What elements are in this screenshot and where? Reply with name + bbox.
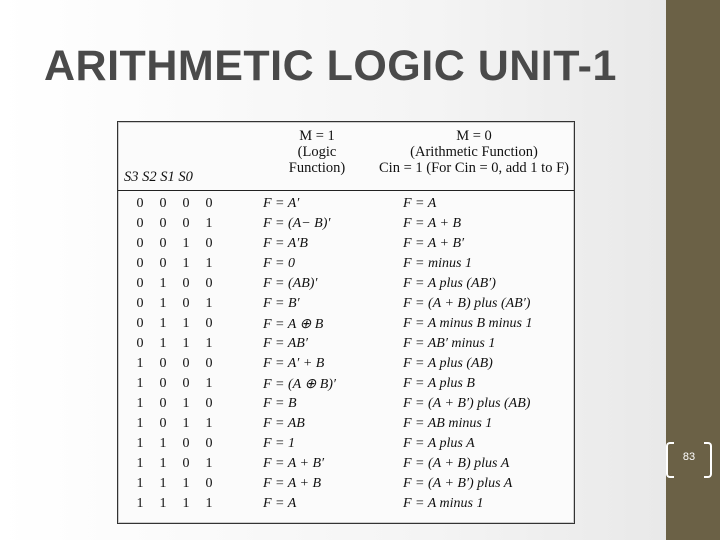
select-bit: 0 [205, 236, 213, 251]
select-bit: 1 [205, 216, 213, 231]
select-bit: 0 [159, 356, 167, 371]
logic-header [258, 128, 376, 176]
select-bit: 1 [205, 376, 213, 391]
arith-function-cell: F = minus 1 [403, 256, 472, 271]
arith-header-line-2: (Arithmetic Function) [410, 144, 538, 160]
select-bit: 1 [159, 316, 167, 331]
select-bit: 0 [136, 216, 144, 231]
select-bit: 0 [205, 476, 213, 491]
logic-function-cell: F = B′ [263, 296, 300, 311]
logic-function-cell: F = AB [263, 416, 305, 431]
select-bit: 1 [182, 396, 190, 411]
arith-function-cell: F = A plus B [403, 376, 475, 391]
arith-header [376, 128, 572, 176]
select-bit: 0 [159, 216, 167, 231]
select-bit: 0 [205, 196, 213, 211]
select-bit: 0 [159, 236, 167, 251]
select-bit: 0 [205, 356, 213, 371]
select-bit: 1 [182, 256, 190, 271]
select-header: S3 S2 S1 S0 [124, 169, 193, 185]
select-bit: 0 [136, 196, 144, 211]
table-row [118, 194, 574, 214]
select-bit: 1 [182, 496, 190, 511]
select-bit: 1 [136, 376, 144, 391]
logic-function-cell: F = A′ + B [263, 356, 325, 371]
select-bit: 0 [182, 216, 190, 231]
select-bit: 1 [182, 476, 190, 491]
select-bit: 0 [136, 336, 144, 351]
select-bit: 0 [182, 356, 190, 371]
logic-function-cell: F = (A ⊕ B)′ [263, 377, 336, 392]
logic-function-cell: F = 0 [263, 256, 295, 271]
logic-header-line-3: Function) [288, 160, 346, 176]
select-bit: 1 [182, 416, 190, 431]
select-bit: 1 [136, 456, 144, 471]
logic-function-cell: F = B [263, 396, 297, 411]
table-row [118, 354, 574, 374]
arith-function-cell: F = AB′ minus 1 [403, 336, 496, 351]
select-bit: 1 [136, 476, 144, 491]
table-row [118, 254, 574, 274]
select-bit: 0 [136, 296, 144, 311]
select-bit: 0 [159, 196, 167, 211]
select-bit: 0 [205, 436, 213, 451]
arith-function-cell: F = A plus A [403, 436, 475, 451]
logic-function-cell: F = 1 [263, 436, 295, 451]
table-row [118, 234, 574, 254]
logic-function-cell: F = AB′ [263, 336, 308, 351]
select-bit: 1 [205, 416, 213, 431]
logic-function-cell: F = A ⊕ B [263, 317, 324, 332]
select-bit: 0 [136, 236, 144, 251]
arith-function-cell: F = A minus B minus 1 [403, 316, 533, 331]
select-bit: 1 [136, 416, 144, 431]
page-number-badge [664, 442, 714, 476]
alu-function-table [117, 121, 575, 524]
arith-function-cell: F = (A + B′) plus A [403, 476, 513, 491]
slide-title: ARITHMETIC LOGIC UNIT-1 [44, 42, 617, 90]
select-bit: 1 [159, 296, 167, 311]
select-bit: 1 [205, 336, 213, 351]
select-bit: 1 [205, 456, 213, 471]
logic-function-cell: F = A + B′ [263, 456, 325, 471]
logic-function-cell: F = A′B [263, 236, 308, 251]
select-bit: 1 [159, 436, 167, 451]
logic-function-cell: F = (A− B)′ [263, 216, 331, 231]
select-bit: 1 [136, 356, 144, 371]
select-bit: 0 [182, 376, 190, 391]
table-row [118, 434, 574, 454]
arith-function-cell: F = A minus 1 [403, 496, 484, 511]
select-bit: 1 [182, 316, 190, 331]
arith-function-cell: F = A plus (AB′) [403, 276, 496, 291]
page-number: 83 [682, 451, 696, 463]
select-bit: 0 [205, 276, 213, 291]
select-bit: 1 [205, 296, 213, 311]
table-row [118, 494, 574, 514]
select-bit: 1 [136, 396, 144, 411]
select-bit: 0 [182, 196, 190, 211]
select-bit: 1 [182, 236, 190, 251]
arith-function-cell: F = A + B [403, 216, 462, 231]
select-bit: 1 [136, 436, 144, 451]
arith-function-cell: F = (A + B′) plus (AB) [403, 396, 531, 411]
arith-function-cell: F = (A + B) plus A [403, 456, 510, 471]
table-row [118, 374, 574, 394]
arith-function-cell: F = A + B′ [403, 236, 465, 251]
arith-function-cell: F = A [403, 196, 437, 211]
table-row [118, 214, 574, 234]
select-bit: 1 [159, 336, 167, 351]
table-row [118, 294, 574, 314]
arith-function-cell: F = A plus (AB) [403, 356, 493, 371]
table-row [118, 314, 574, 334]
arith-function-cell: F = (A + B) plus (AB′) [403, 296, 531, 311]
select-bit: 0 [182, 296, 190, 311]
arith-function-cell: F = AB minus 1 [403, 416, 493, 431]
table-row [118, 274, 574, 294]
logic-function-cell: F = A + B [263, 476, 322, 491]
table-row [118, 454, 574, 474]
arith-header-line-3: Cin = 1 (For Cin = 0, add 1 to F) [379, 160, 569, 176]
select-bit: 0 [159, 416, 167, 431]
select-bit: 1 [159, 276, 167, 291]
select-bit: 1 [205, 496, 213, 511]
logic-function-cell: F = (AB)′ [263, 276, 318, 291]
header-divider [118, 190, 574, 191]
table-row [118, 414, 574, 434]
select-bit: 0 [136, 316, 144, 331]
select-bit: 0 [136, 276, 144, 291]
arith-header-line-1: M = 0 [456, 128, 492, 144]
select-bit: 0 [182, 456, 190, 471]
select-bit: 0 [159, 396, 167, 411]
select-bit: 1 [182, 336, 190, 351]
select-bit: 1 [136, 496, 144, 511]
select-bit: 0 [182, 276, 190, 291]
logic-function-cell: F = A [263, 496, 297, 511]
select-bit: 1 [159, 476, 167, 491]
select-bit: 1 [159, 496, 167, 511]
select-bit: 1 [205, 256, 213, 271]
select-bit: 0 [182, 436, 190, 451]
select-bit: 1 [159, 456, 167, 471]
table-row [118, 474, 574, 494]
logic-header-line-1: M = 1 [299, 128, 335, 144]
select-bit: 0 [159, 376, 167, 391]
select-bit: 0 [136, 256, 144, 271]
select-bit: 0 [205, 396, 213, 411]
logic-function-cell: F = A′ [263, 196, 300, 211]
logic-header-line-2: (Logic [297, 144, 337, 160]
table-row [118, 334, 574, 354]
select-bit: 0 [159, 256, 167, 271]
select-bit: 0 [205, 316, 213, 331]
table-row [118, 394, 574, 414]
